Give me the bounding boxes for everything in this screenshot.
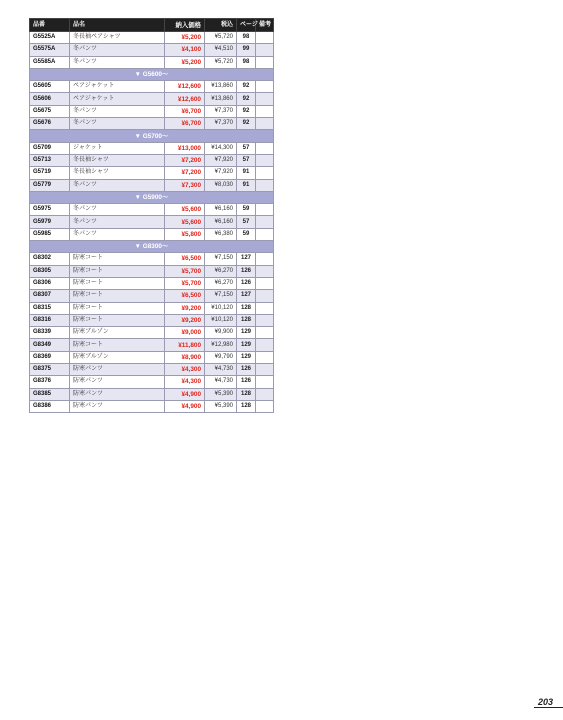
product-code-cell: G5606 [30, 93, 70, 105]
table-row [30, 167, 274, 179]
table-row [30, 302, 274, 314]
tax-price-cell: ¥7,150 [205, 290, 237, 302]
note-cell [256, 56, 274, 68]
table-row [30, 228, 274, 240]
product-code-cell: G8349 [30, 339, 70, 351]
net-price-cell: ¥12,600 [165, 93, 205, 105]
tax-price-cell: ¥7,370 [205, 105, 237, 117]
net-price-cell: ¥9,000 [165, 327, 205, 339]
note-cell [256, 327, 274, 339]
header-note: 備考 [256, 19, 274, 32]
table-row [30, 93, 274, 105]
note-cell [256, 81, 274, 93]
tax-price-cell: ¥4,510 [205, 44, 237, 56]
product-name-cell: 防寒コート [70, 277, 165, 289]
page-cell: 59 [237, 204, 256, 216]
table-row [30, 277, 274, 289]
table-row [30, 265, 274, 277]
page-cell: 128 [237, 302, 256, 314]
group-header-row [30, 68, 274, 80]
note-cell [256, 44, 274, 56]
product-code-cell: G5985 [30, 228, 70, 240]
table-row [30, 376, 274, 388]
product-code-cell: G5709 [30, 142, 70, 154]
product-code-cell: G5719 [30, 167, 70, 179]
product-code-cell: G5585A [30, 56, 70, 68]
product-code-cell: G5525A [30, 32, 70, 44]
page-cell: 59 [237, 228, 256, 240]
product-name-cell: 冬パンツ [70, 204, 165, 216]
group-label: ▼ G5900〜 [30, 191, 274, 203]
tax-price-cell: ¥6,160 [205, 204, 237, 216]
page-cell: 92 [237, 118, 256, 130]
group-label: ▼ G5600〜 [30, 68, 274, 80]
table-row [30, 81, 274, 93]
product-name-cell: 防寒ブルゾン [70, 351, 165, 363]
note-cell [256, 351, 274, 363]
product-code-cell: G8315 [30, 302, 70, 314]
tax-price-cell: ¥12,980 [205, 339, 237, 351]
note-cell [256, 400, 274, 412]
product-code-cell: G8306 [30, 277, 70, 289]
page-cell: 57 [237, 142, 256, 154]
tax-price-cell: ¥7,920 [205, 167, 237, 179]
tax-price-cell: ¥13,860 [205, 81, 237, 93]
page-cell: 126 [237, 277, 256, 289]
table-row [30, 327, 274, 339]
tax-price-cell: ¥5,720 [205, 56, 237, 68]
tax-price-cell: ¥10,120 [205, 302, 237, 314]
tax-price-cell: ¥10,120 [205, 314, 237, 326]
header-net-price: 納入価格 [165, 19, 205, 32]
page-cell: 92 [237, 105, 256, 117]
tax-price-cell: ¥5,390 [205, 400, 237, 412]
net-price-cell: ¥6,500 [165, 253, 205, 265]
net-price-cell: ¥5,600 [165, 216, 205, 228]
product-code-cell: G5676 [30, 118, 70, 130]
page-cell: 126 [237, 376, 256, 388]
product-code-cell: G8386 [30, 400, 70, 412]
net-price-cell: ¥6,700 [165, 105, 205, 117]
product-code-cell: G5605 [30, 81, 70, 93]
tax-price-cell: ¥5,720 [205, 32, 237, 44]
table-row [30, 339, 274, 351]
table-row [30, 204, 274, 216]
page-cell: 126 [237, 265, 256, 277]
product-name-cell: 冬パンツ [70, 105, 165, 117]
product-name-cell: 冬長袖ペアシャツ [70, 32, 165, 44]
page-number: 203 [534, 697, 563, 708]
note-cell [256, 388, 274, 400]
table-row [30, 32, 274, 44]
product-name-cell: 冬パンツ [70, 179, 165, 191]
tax-price-cell: ¥7,370 [205, 118, 237, 130]
product-name-cell: ペアジャケット [70, 81, 165, 93]
product-name-cell: 冬パンツ [70, 216, 165, 228]
product-code-cell: G8375 [30, 364, 70, 376]
product-code-cell: G8339 [30, 327, 70, 339]
note-cell [256, 290, 274, 302]
table-row [30, 388, 274, 400]
tax-price-cell: ¥6,270 [205, 277, 237, 289]
table-body [30, 32, 274, 413]
header-page: ページ [237, 19, 256, 32]
page-cell: 127 [237, 290, 256, 302]
product-code-cell: G8369 [30, 351, 70, 363]
page-cell: 57 [237, 154, 256, 166]
product-name-cell: 冬パンツ [70, 228, 165, 240]
group-header-row [30, 241, 274, 253]
net-price-cell: ¥5,200 [165, 32, 205, 44]
note-cell [256, 364, 274, 376]
note-cell [256, 376, 274, 388]
net-price-cell: ¥4,900 [165, 388, 205, 400]
tax-price-cell: ¥8,030 [205, 179, 237, 191]
net-price-cell: ¥12,600 [165, 81, 205, 93]
net-price-cell: ¥6,700 [165, 118, 205, 130]
table-row [30, 118, 274, 130]
net-price-cell: ¥11,800 [165, 339, 205, 351]
product-name-cell: 防寒パンツ [70, 400, 165, 412]
header-row [30, 19, 274, 32]
header-tax-price: 税込 [205, 19, 237, 32]
tax-price-cell: ¥4,730 [205, 364, 237, 376]
product-name-cell: 防寒コート [70, 302, 165, 314]
product-name-cell: ペアジャケット [70, 93, 165, 105]
page-cell: 126 [237, 364, 256, 376]
tax-price-cell: ¥4,730 [205, 376, 237, 388]
net-price-cell: ¥5,600 [165, 204, 205, 216]
product-name-cell: 冬長袖シャツ [70, 154, 165, 166]
note-cell [256, 277, 274, 289]
page-cell: 91 [237, 167, 256, 179]
note-cell [256, 253, 274, 265]
table-row [30, 314, 274, 326]
net-price-cell: ¥4,300 [165, 364, 205, 376]
page-cell: 129 [237, 351, 256, 363]
product-name-cell: 防寒パンツ [70, 364, 165, 376]
tax-price-cell: ¥5,390 [205, 388, 237, 400]
net-price-cell: ¥7,200 [165, 154, 205, 166]
tax-price-cell: ¥6,380 [205, 228, 237, 240]
table-row [30, 216, 274, 228]
tax-price-cell: ¥6,160 [205, 216, 237, 228]
note-cell [256, 32, 274, 44]
product-code-cell: G8385 [30, 388, 70, 400]
group-header-row [30, 191, 274, 203]
note-cell [256, 105, 274, 117]
note-cell [256, 93, 274, 105]
group-label: ▼ G8300〜 [30, 241, 274, 253]
net-price-cell: ¥9,200 [165, 302, 205, 314]
product-name-cell: 冬パンツ [70, 118, 165, 130]
page-cell: 92 [237, 93, 256, 105]
page-cell: 128 [237, 314, 256, 326]
product-name-cell: 防寒コート [70, 314, 165, 326]
net-price-cell: ¥4,300 [165, 376, 205, 388]
note-cell [256, 339, 274, 351]
product-code-cell: G5979 [30, 216, 70, 228]
note-cell [256, 154, 274, 166]
product-code-cell: G5713 [30, 154, 70, 166]
product-name-cell: 防寒ブルゾン [70, 327, 165, 339]
note-cell [256, 179, 274, 191]
note-cell [256, 228, 274, 240]
page-cell: 57 [237, 216, 256, 228]
tax-price-cell: ¥14,300 [205, 142, 237, 154]
tax-price-cell: ¥9,900 [205, 327, 237, 339]
product-name-cell: 防寒パンツ [70, 388, 165, 400]
table-row [30, 142, 274, 154]
page-cell: 91 [237, 179, 256, 191]
table-row [30, 56, 274, 68]
net-price-cell: ¥6,500 [165, 290, 205, 302]
table-row [30, 154, 274, 166]
page-cell: 99 [237, 44, 256, 56]
note-cell [256, 216, 274, 228]
tax-price-cell: ¥7,150 [205, 253, 237, 265]
product-code-cell: G5575A [30, 44, 70, 56]
note-cell [256, 302, 274, 314]
product-code-cell: G8305 [30, 265, 70, 277]
product-code-cell: G5675 [30, 105, 70, 117]
note-cell [256, 265, 274, 277]
tax-price-cell: ¥9,790 [205, 351, 237, 363]
table-row [30, 179, 274, 191]
table-row [30, 290, 274, 302]
product-name-cell: 冬長袖シャツ [70, 167, 165, 179]
tax-price-cell: ¥7,920 [205, 154, 237, 166]
net-price-cell: ¥4,900 [165, 400, 205, 412]
note-cell [256, 204, 274, 216]
table-row [30, 253, 274, 265]
note-cell [256, 314, 274, 326]
product-name-cell: 防寒コート [70, 265, 165, 277]
note-cell [256, 167, 274, 179]
product-code-cell: G5779 [30, 179, 70, 191]
net-price-cell: ¥7,200 [165, 167, 205, 179]
page-cell: 92 [237, 81, 256, 93]
table-row [30, 364, 274, 376]
net-price-cell: ¥9,200 [165, 314, 205, 326]
page-cell: 129 [237, 327, 256, 339]
page-cell: 98 [237, 32, 256, 44]
tax-price-cell: ¥13,860 [205, 93, 237, 105]
table-row [30, 351, 274, 363]
product-name-cell: 冬パンツ [70, 44, 165, 56]
note-cell [256, 118, 274, 130]
page-cell: 98 [237, 56, 256, 68]
table-row [30, 400, 274, 412]
product-code-cell: G8376 [30, 376, 70, 388]
table-row [30, 44, 274, 56]
page-cell: 128 [237, 400, 256, 412]
product-name-cell: 防寒コート [70, 290, 165, 302]
net-price-cell: ¥5,700 [165, 277, 205, 289]
price-table [29, 18, 274, 413]
table-header [30, 19, 274, 32]
product-code-cell: G8316 [30, 314, 70, 326]
product-name-cell: 防寒コート [70, 253, 165, 265]
header-name: 品名 [70, 19, 165, 32]
product-name-cell: 冬パンツ [70, 56, 165, 68]
page-cell: 127 [237, 253, 256, 265]
table-row [30, 105, 274, 117]
page-cell: 129 [237, 339, 256, 351]
product-name-cell: 防寒コート [70, 339, 165, 351]
tax-price-cell: ¥6,270 [205, 265, 237, 277]
product-code-cell: G5975 [30, 204, 70, 216]
net-price-cell: ¥5,700 [165, 265, 205, 277]
group-label: ▼ G5700〜 [30, 130, 274, 142]
net-price-cell: ¥7,300 [165, 179, 205, 191]
note-cell [256, 142, 274, 154]
net-price-cell: ¥5,800 [165, 228, 205, 240]
product-code-cell: G8307 [30, 290, 70, 302]
product-code-cell: G8302 [30, 253, 70, 265]
product-name-cell: ジャケット [70, 142, 165, 154]
group-header-row [30, 130, 274, 142]
net-price-cell: ¥13,000 [165, 142, 205, 154]
net-price-cell: ¥4,100 [165, 44, 205, 56]
net-price-cell: ¥5,200 [165, 56, 205, 68]
page-cell: 128 [237, 388, 256, 400]
header-code: 品番 [30, 19, 70, 32]
product-name-cell: 防寒パンツ [70, 376, 165, 388]
net-price-cell: ¥8,900 [165, 351, 205, 363]
